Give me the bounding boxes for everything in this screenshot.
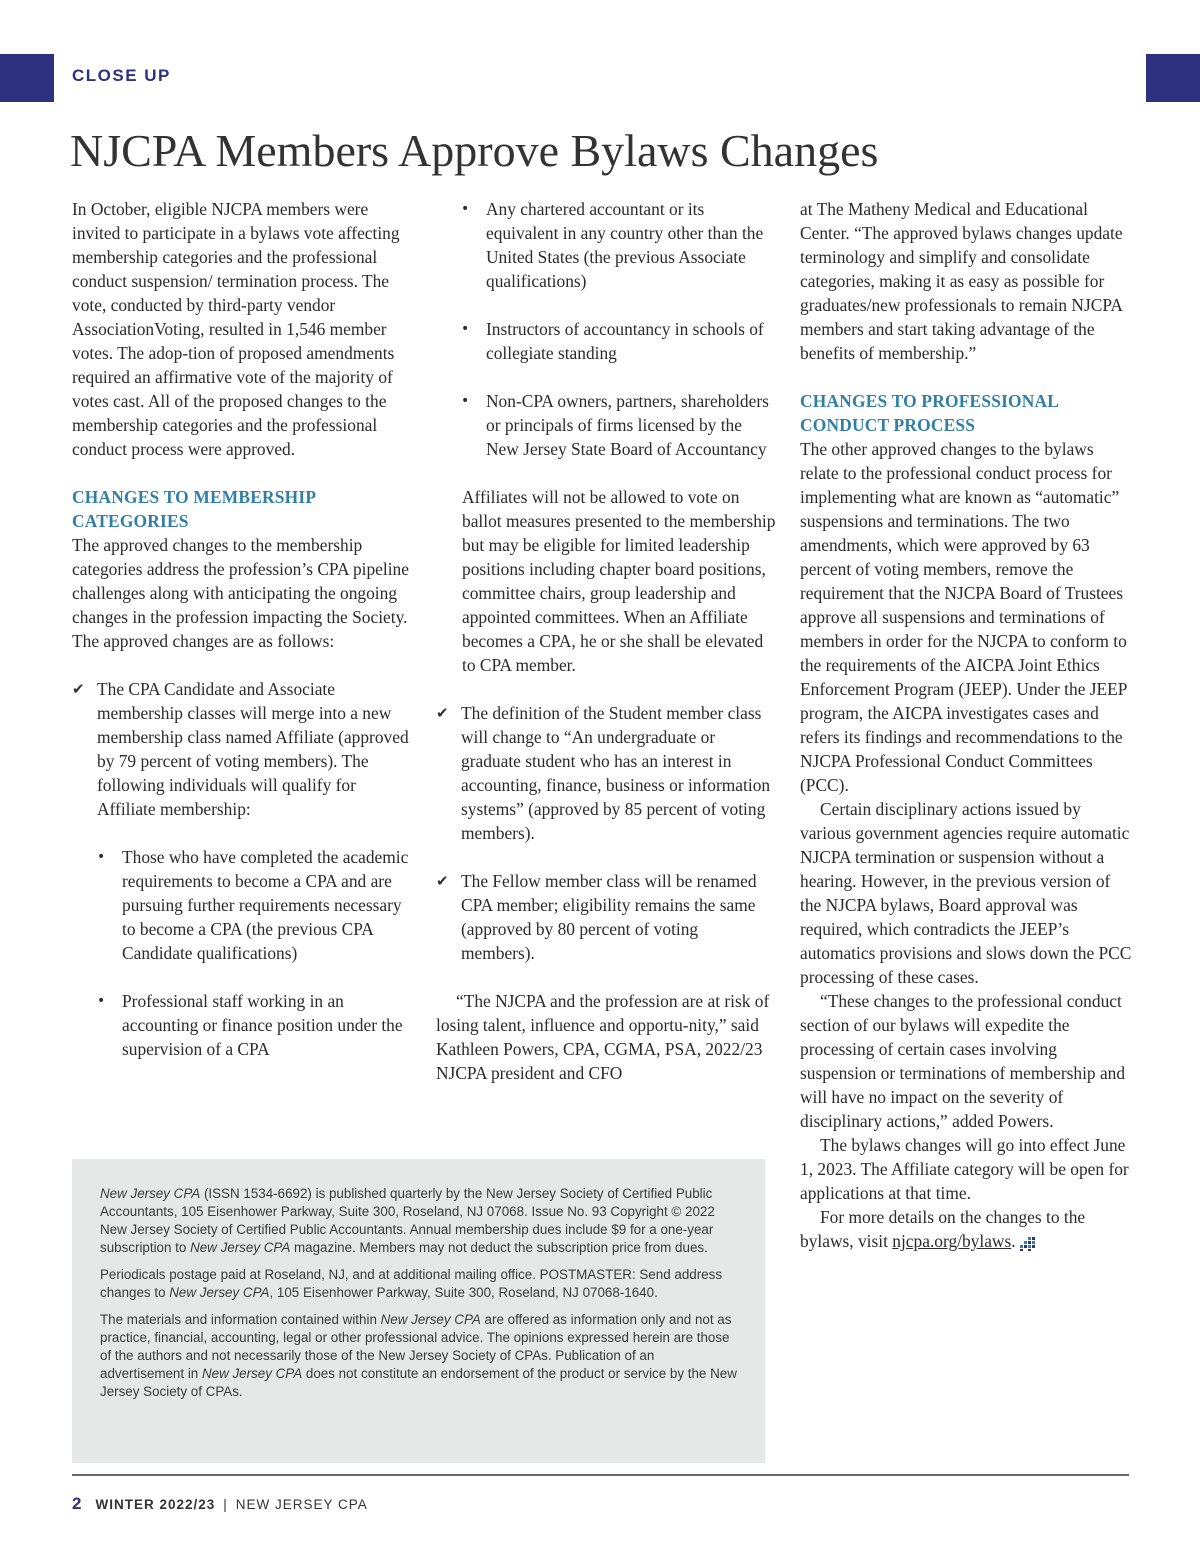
bullet-text: Those who have completed the academic requirements to become a CPA and are pursuing further requirements necessary to become a CPA (the previous CPA Candidate qualifications): [122, 847, 409, 963]
checklist-text: The definition of the Student member class will change to “An undergraduate or graduate student who has an interest in accounting, finance, business or information systems” (approved by 85 percent of voting members).: [461, 703, 771, 843]
membership-paragraph: The approved changes to the membership categories address the profession’s CPA pipeline challenges along with anticipating the ongoing changes in the profession impacting the Society. The approved changes are as follows:: [72, 535, 409, 651]
end-mark-icon: [1020, 1235, 1036, 1251]
magazine-name: New Jersey CPA: [100, 1186, 201, 1201]
info-text: does not constitute an endorsement of the product or service by the New Jersey Society of CPAs.: [100, 1366, 737, 1399]
quote-paragraph: “The NJCPA and the profession are at risk of losing talent, influence and opportu-nity,” said Kathleen Powers, CPA, CGMA, PSA, 2022/23 NJCPA president and CFO: [436, 991, 770, 1083]
bullet-icon: •: [461, 393, 470, 409]
bylaws-link[interactable]: njcpa.org/bylaws: [892, 1231, 1012, 1251]
section-label: CLOSE UP: [72, 66, 171, 85]
affiliates-paragraph: Affiliates will not be allowed to vote on ballot measures presented to the membership but may be eligible for limited leadership positions including chapter board positions, committee chairs, group leadership and appointed committees. When an Affiliate becomes a CPA, he or she shall be elevated to CPA member.: [462, 487, 776, 675]
conduct-heading: CHANGES TO PROFESSIONAL CONDUCT PROCESS: [800, 391, 1059, 435]
checklist-item-affiliate: [72, 677, 417, 821]
bullet-icon: •: [97, 849, 106, 865]
checklist-text: The CPA Candidate and Associate membership classes will merge into a new membership class named Affiliate (approved by 79 percent of voting members). The following individuals will qualify for Affiliate membership:: [97, 679, 409, 819]
checkmark-icon: ✔: [72, 680, 85, 698]
corner-tab-left: [0, 54, 54, 102]
info-text: (ISSN 1534-6692) is published quarterly by the New Jersey Society of Certified Public Accountants, 105 Eisenhower Parkway, Suite 300, Roseland, NJ 07068. Issue No. 93 Copyright © 2022 New Jersey Society of Certified Public Accountants. Annual membership dues include $9 for a one-year subscription to: [100, 1186, 715, 1255]
checkmark-icon: ✔: [436, 872, 449, 890]
checkmark-icon: ✔: [436, 704, 449, 722]
publication-info-box: [72, 1159, 765, 1463]
bullet-item: [461, 197, 776, 293]
info-text: Periodicals postage paid at Roseland, NJ, and at additional mailing office. POSTMASTER: Send address changes to: [100, 1267, 723, 1300]
corner-tab-right: [1146, 54, 1200, 102]
issue-label: WINTER 2022/23: [95, 1497, 216, 1512]
bullet-text: Non-CPA owners, partners, shareholders or principals of firms licensed by the New Jersey State Board of Accountancy: [486, 391, 769, 459]
bullet-item: [97, 845, 417, 965]
more-details-text: For more details on the changes to the bylaws, visit: [800, 1207, 1086, 1251]
bullet-item: [461, 389, 776, 461]
magazine-name: New Jersey CPA: [201, 1366, 303, 1381]
info-paragraph-1: [100, 1185, 737, 1257]
more-details-paragraph: [800, 1205, 1135, 1253]
bullet-item: [461, 317, 776, 365]
conduct-paragraph-3: “These changes to the professional conduct section of our bylaws will expedite the processing of certain cases involving suspension or terminations of membership and will have no impact on the severity of disciplinary actions,” added Powers.: [800, 991, 1126, 1131]
info-text: are offered as information only and not as practice, financial, accounting, legal or other professional advice. The opinions expressed herein are those of the authors and not necessarily those of the New Jersey Society of CPAs. Publication of an advertisement in: [100, 1312, 732, 1381]
bullet-text: Instructors of accountancy in schools of collegiate standing: [486, 319, 764, 363]
publication-name: NEW JERSEY CPA: [235, 1497, 368, 1512]
page-title: NJCPA Members Approve Bylaws Changes: [70, 125, 879, 176]
info-text: magazine. Members may not deduct the subscription price from dues.: [290, 1240, 708, 1255]
info-paragraph-2: [100, 1266, 737, 1302]
column-3: [800, 197, 1135, 1253]
bullet-item: [97, 989, 417, 1061]
conduct-paragraph-1: The other approved changes to the bylaws relate to the professional conduct process for implementing what are known as “automatic” suspensions and terminations. The two amendments, which were approved by 63 percent of voting members, remove the requirement that the NJCPA Board of Trustees approve all suspensions and terminations of members in order for the NJCPA to conform to the requirements of the AICPA Joint Ethics Enforcement Program (JEEP). Under the JEEP program, the AICPA investigates cases and refers its findings and recommendations to the NJCPA Professional Conduct Committees (PCC).: [800, 439, 1127, 795]
bullet-icon: •: [461, 321, 470, 337]
effective-date-paragraph: The bylaws changes will go into effect June 1, 2023. The Affiliate category will be open for applications at that time.: [800, 1135, 1129, 1203]
info-paragraph-3: [100, 1311, 737, 1401]
column-1: [72, 197, 417, 1061]
info-text: The materials and information contained within: [100, 1312, 381, 1327]
checklist-item-student: [436, 701, 776, 845]
quote-continuation: at The Matheny Medical and Educational Center. “The approved bylaws changes update terminology and simplify and consolidate categories, making it as easy as possible for graduates/new professionals to remain NJCPA members and start taking advantage of the benefits of membership.”: [800, 199, 1123, 363]
intro-paragraph: In October, eligible NJCPA members were invited to participate in a bylaws vote affecting membership categories and the professional conduct suspension/ termination process. The vote, conducted by third-party vendor AssociationVoting, resulted in 1,546 member votes. The adop-tion of proposed amendments required an affirmative vote of the majority of votes cast. All of the proposed changes to the membership categories and the professional conduct process were approved.: [72, 199, 400, 459]
conduct-paragraph-2: Certain disciplinary actions issued by various government agencies require automatic NJCPA termination or suspension without a hearing. However, in the previous version of the NJCPA bylaws, Board approval was required, which contradicts the JEEP’s automatics provisions and slows down the PCC processing of these cases.: [800, 799, 1132, 987]
magazine-name: New Jersey CPA: [190, 1240, 291, 1255]
bullet-text: Professional staff working in an accounting or finance position under the supervision of a CPA: [122, 991, 403, 1059]
footer-separator: |: [223, 1497, 228, 1512]
column-2: [436, 197, 776, 1085]
membership-heading: CHANGES TO MEMBERSHIP CATEGORIES: [72, 487, 316, 531]
magazine-name: New Jersey CPA: [380, 1312, 481, 1327]
bullet-icon: •: [461, 201, 470, 217]
checklist-text: The Fellow member class will be renamed CPA member; eligibility remains the same (approved by 80 percent of voting members).: [461, 871, 757, 963]
period: .: [1011, 1231, 1016, 1251]
page-footer: [72, 1494, 368, 1514]
bullet-icon: •: [97, 993, 106, 1009]
magazine-name: New Jersey CPA: [169, 1285, 270, 1300]
bullet-text: Any chartered accountant or its equivalent in any country other than the United States (the previous Associate qualifications): [486, 199, 764, 291]
footer-divider: [72, 1474, 1129, 1476]
info-text: , 105 Eisenhower Parkway, Suite 300, Roseland, NJ 07068-1640.: [269, 1285, 658, 1300]
page-number: 2: [72, 1494, 82, 1513]
checklist-item-fellow: [436, 869, 776, 965]
